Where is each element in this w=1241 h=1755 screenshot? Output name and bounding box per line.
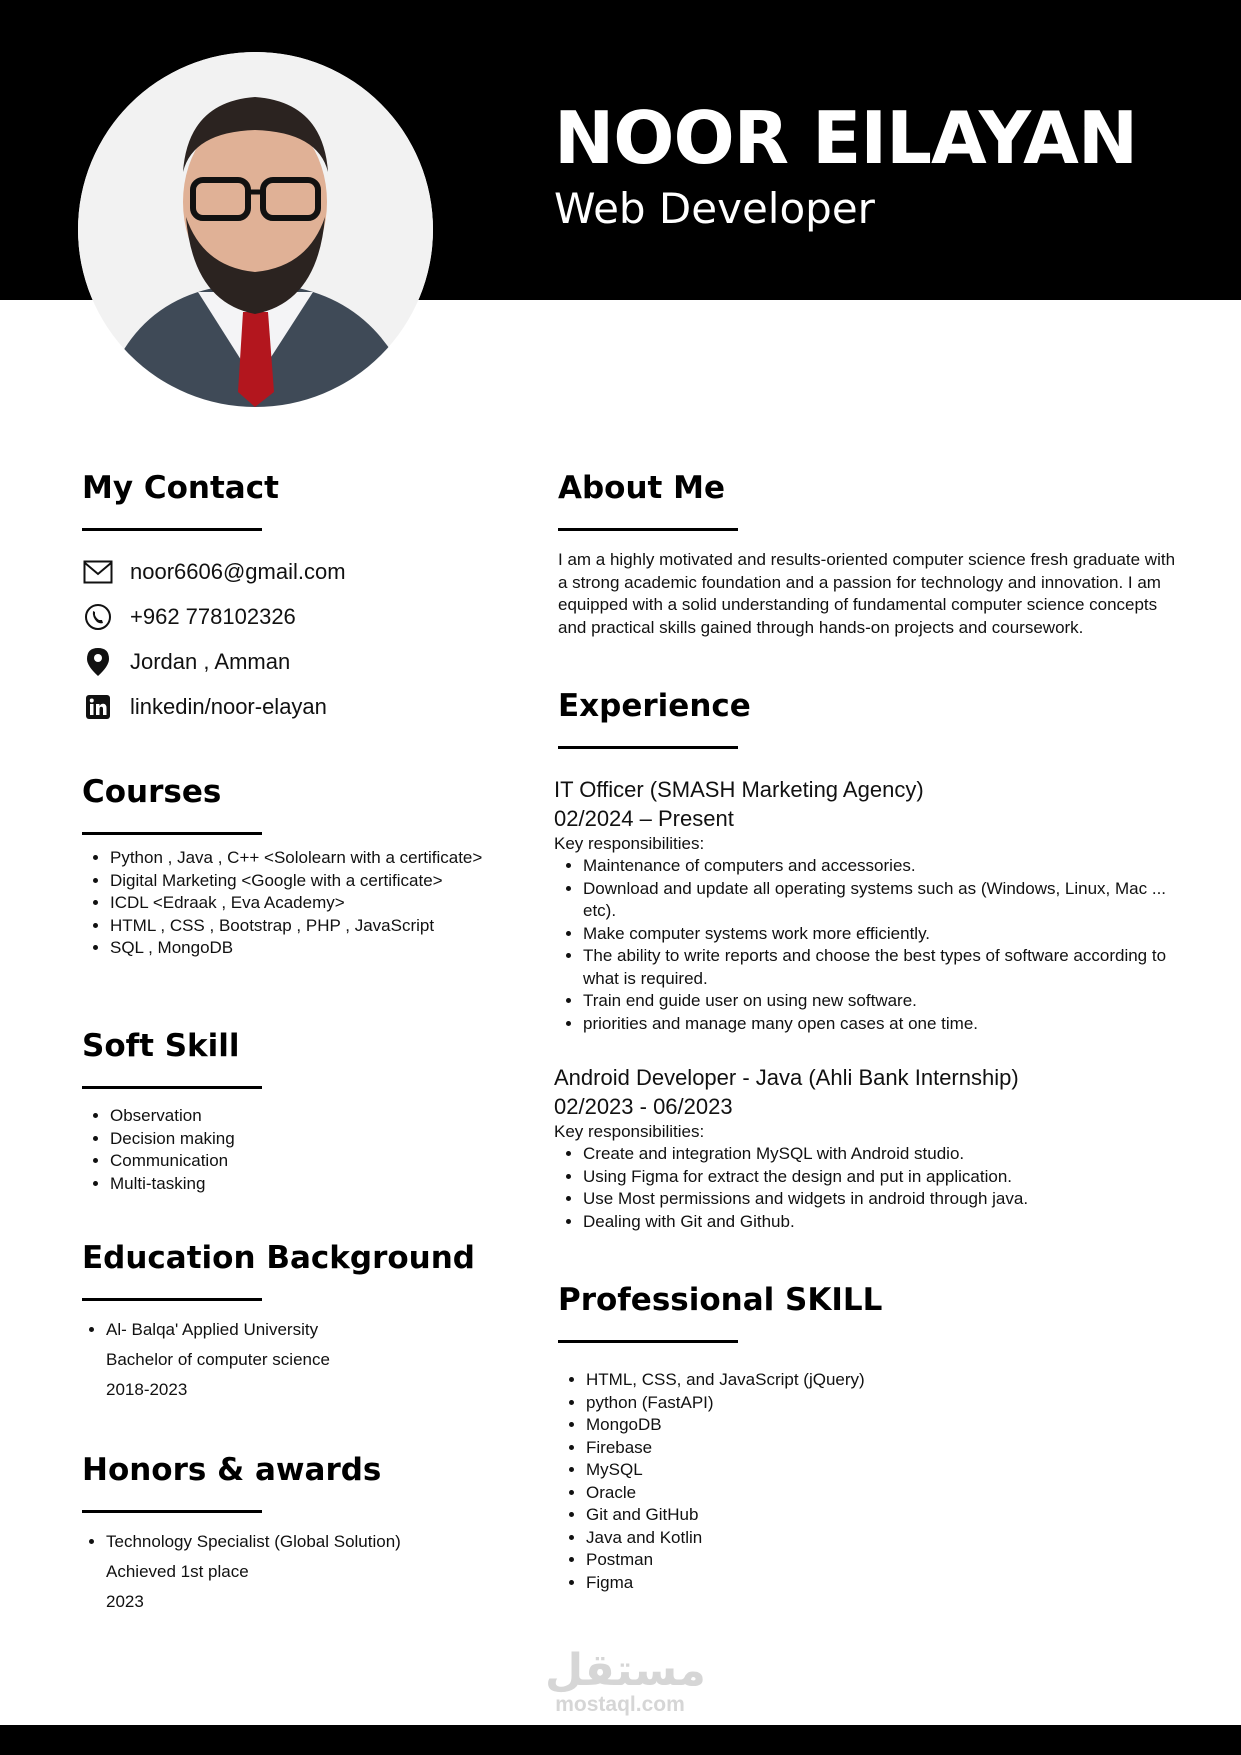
job-entry-key-label: Key responsibilities: [554,1122,705,1141]
professional-skill-item: • Postman [586,1549,1188,1572]
about-heading: About Me [558,470,726,506]
courses-heading: Courses [82,774,222,810]
course-item: • Digital Marketing <Google with a certificate> [110,870,522,893]
job-entry [554,775,1194,1035]
education-section [82,1240,522,1405]
honors-divider [82,1510,262,1513]
professional-skill-item: • MySQL [586,1459,1188,1482]
professional-skill-heading: Professional SKILL [558,1282,883,1318]
course-item: • HTML , CSS , Bootstrap , PHP , JavaScript [110,915,522,938]
education-divider [82,1298,262,1301]
job-responsibility: • Make computer systems work more efficiently. [583,923,1194,946]
professional-skill-item: • Figma [586,1572,1188,1595]
education-degree: Bachelor of computer science [106,1350,330,1369]
professional-skill-item: • MongoDB [586,1414,1188,1437]
job-entry-title: Android Developer - Java (Ahli Bank Internship) [554,1065,1019,1090]
job-responsibility: • Use Most permissions and widgets in android through java. [583,1188,1194,1211]
professional-skill-item: • Java and Kotlin [586,1527,1188,1550]
soft-skill-section [82,1028,522,1195]
job-responsibility: • Download and update all operating systems such as (Windows, Linux, Mac ... etc). [583,878,1194,923]
about-text: I am a highly motivated and results-oriented computer science fresh graduate with a strong academic foundation and a passion for technology and innovation. I am equipped with a solid understanding of fundamental computer science concepts and practical skills gained through hands-on projects and coursework. [558,550,1176,637]
education-school: • Al- Balqa' Applied University [106,1320,319,1339]
honors-year: 2023 [106,1592,144,1611]
contact-linkedin-row[interactable] [82,684,522,729]
professional-skill-section [558,1282,1188,1594]
mail-icon [82,556,114,588]
watermark-arabic: مستقل [545,1645,706,1696]
honors-award: • Technology Specialist (Global Solution) [106,1532,401,1551]
courses-divider [82,832,262,835]
person-name: NOOR EILAYAN [554,96,1138,180]
experience-heading: Experience [558,688,751,724]
soft-skill-divider [82,1086,262,1089]
job-responsibility: • priorities and manage many open cases at one time. [583,1013,1194,1036]
education-item [106,1315,522,1405]
contact-divider [82,528,262,531]
course-item: • ICDL <Edraak , Eva Academy> [110,892,522,915]
job-responsibility: • Maintenance of computers and accessories. [583,855,1194,878]
job-entry-title: IT Officer (SMASH Marketing Agency) [554,777,924,802]
soft-skill-heading: Soft Skill [82,1028,240,1064]
linkedin-icon [82,691,114,723]
job-title: Web Developer [554,184,875,233]
footer-band [0,1725,1241,1755]
job-responsibility: • Dealing with Git and Github. [583,1211,1194,1234]
contact-linkedin[interactable]: linkedin/noor-elayan [130,693,327,719]
professional-skill-item: • Firebase [586,1437,1188,1460]
contact-location: Jordan , Amman [130,648,291,674]
job-responsibility: • Using Figma for extract the design and put in application. [583,1166,1194,1189]
professional-skill-divider [558,1340,738,1343]
professional-skill-item: • Git and GitHub [586,1504,1188,1527]
job-responsibility: • Create and integration MySQL with Android studio. [583,1143,1194,1166]
location-pin-icon [82,646,114,678]
watermark-latin: mostaql.com [555,1693,685,1716]
soft-skill-item: • Decision making [110,1128,522,1151]
about-divider [558,528,738,531]
soft-skill-item: • Multi-tasking [110,1173,522,1196]
job-responsibility: • Train end guide user on using new software. [583,990,1194,1013]
course-item: • SQL , MongoDB [110,937,522,960]
contact-email[interactable]: noor6606@gmail.com [130,558,346,584]
professional-skill-item: • Oracle [586,1482,1188,1505]
about-section [558,470,1188,639]
education-heading: Education Background [82,1240,475,1276]
soft-skill-item: • Communication [110,1150,522,1173]
watermark-logo [545,1645,706,1716]
contact-email-row[interactable] [82,549,522,594]
honors-item [106,1527,522,1617]
contact-phone-row[interactable] [82,594,522,639]
job-entry-dates: 02/2023 - 06/2023 [554,1094,733,1119]
education-years: 2018-2023 [106,1380,188,1399]
honors-heading: Honors & awards [82,1452,382,1488]
contact-phone[interactable]: +962 778102326 [130,603,296,629]
experience-divider [558,746,738,749]
contact-heading: My Contact [82,470,279,506]
contact-section [82,470,522,729]
experience-section [554,688,1194,1233]
honors-detail: Achieved 1st place [106,1562,249,1581]
job-entry [554,1063,1194,1233]
honors-section [82,1452,522,1617]
job-responsibility: • The ability to write reports and choose the best types of software according to what is required. [583,945,1194,990]
job-entry-key-label: Key responsibilities: [554,834,705,853]
professional-skill-item: • HTML, CSS, and JavaScript (jQuery) [586,1369,1188,1392]
phone-icon [82,601,114,633]
professional-skill-item: • python (FastAPI) [586,1392,1188,1415]
profile-photo [78,52,433,407]
job-entry-dates: 02/2024 – Present [554,806,734,831]
courses-section [82,774,522,960]
course-item: • Python , Java , C++ <Sololearn with a certificate> [110,847,522,870]
contact-location-row [82,639,522,684]
soft-skill-item: • Observation [110,1105,522,1128]
